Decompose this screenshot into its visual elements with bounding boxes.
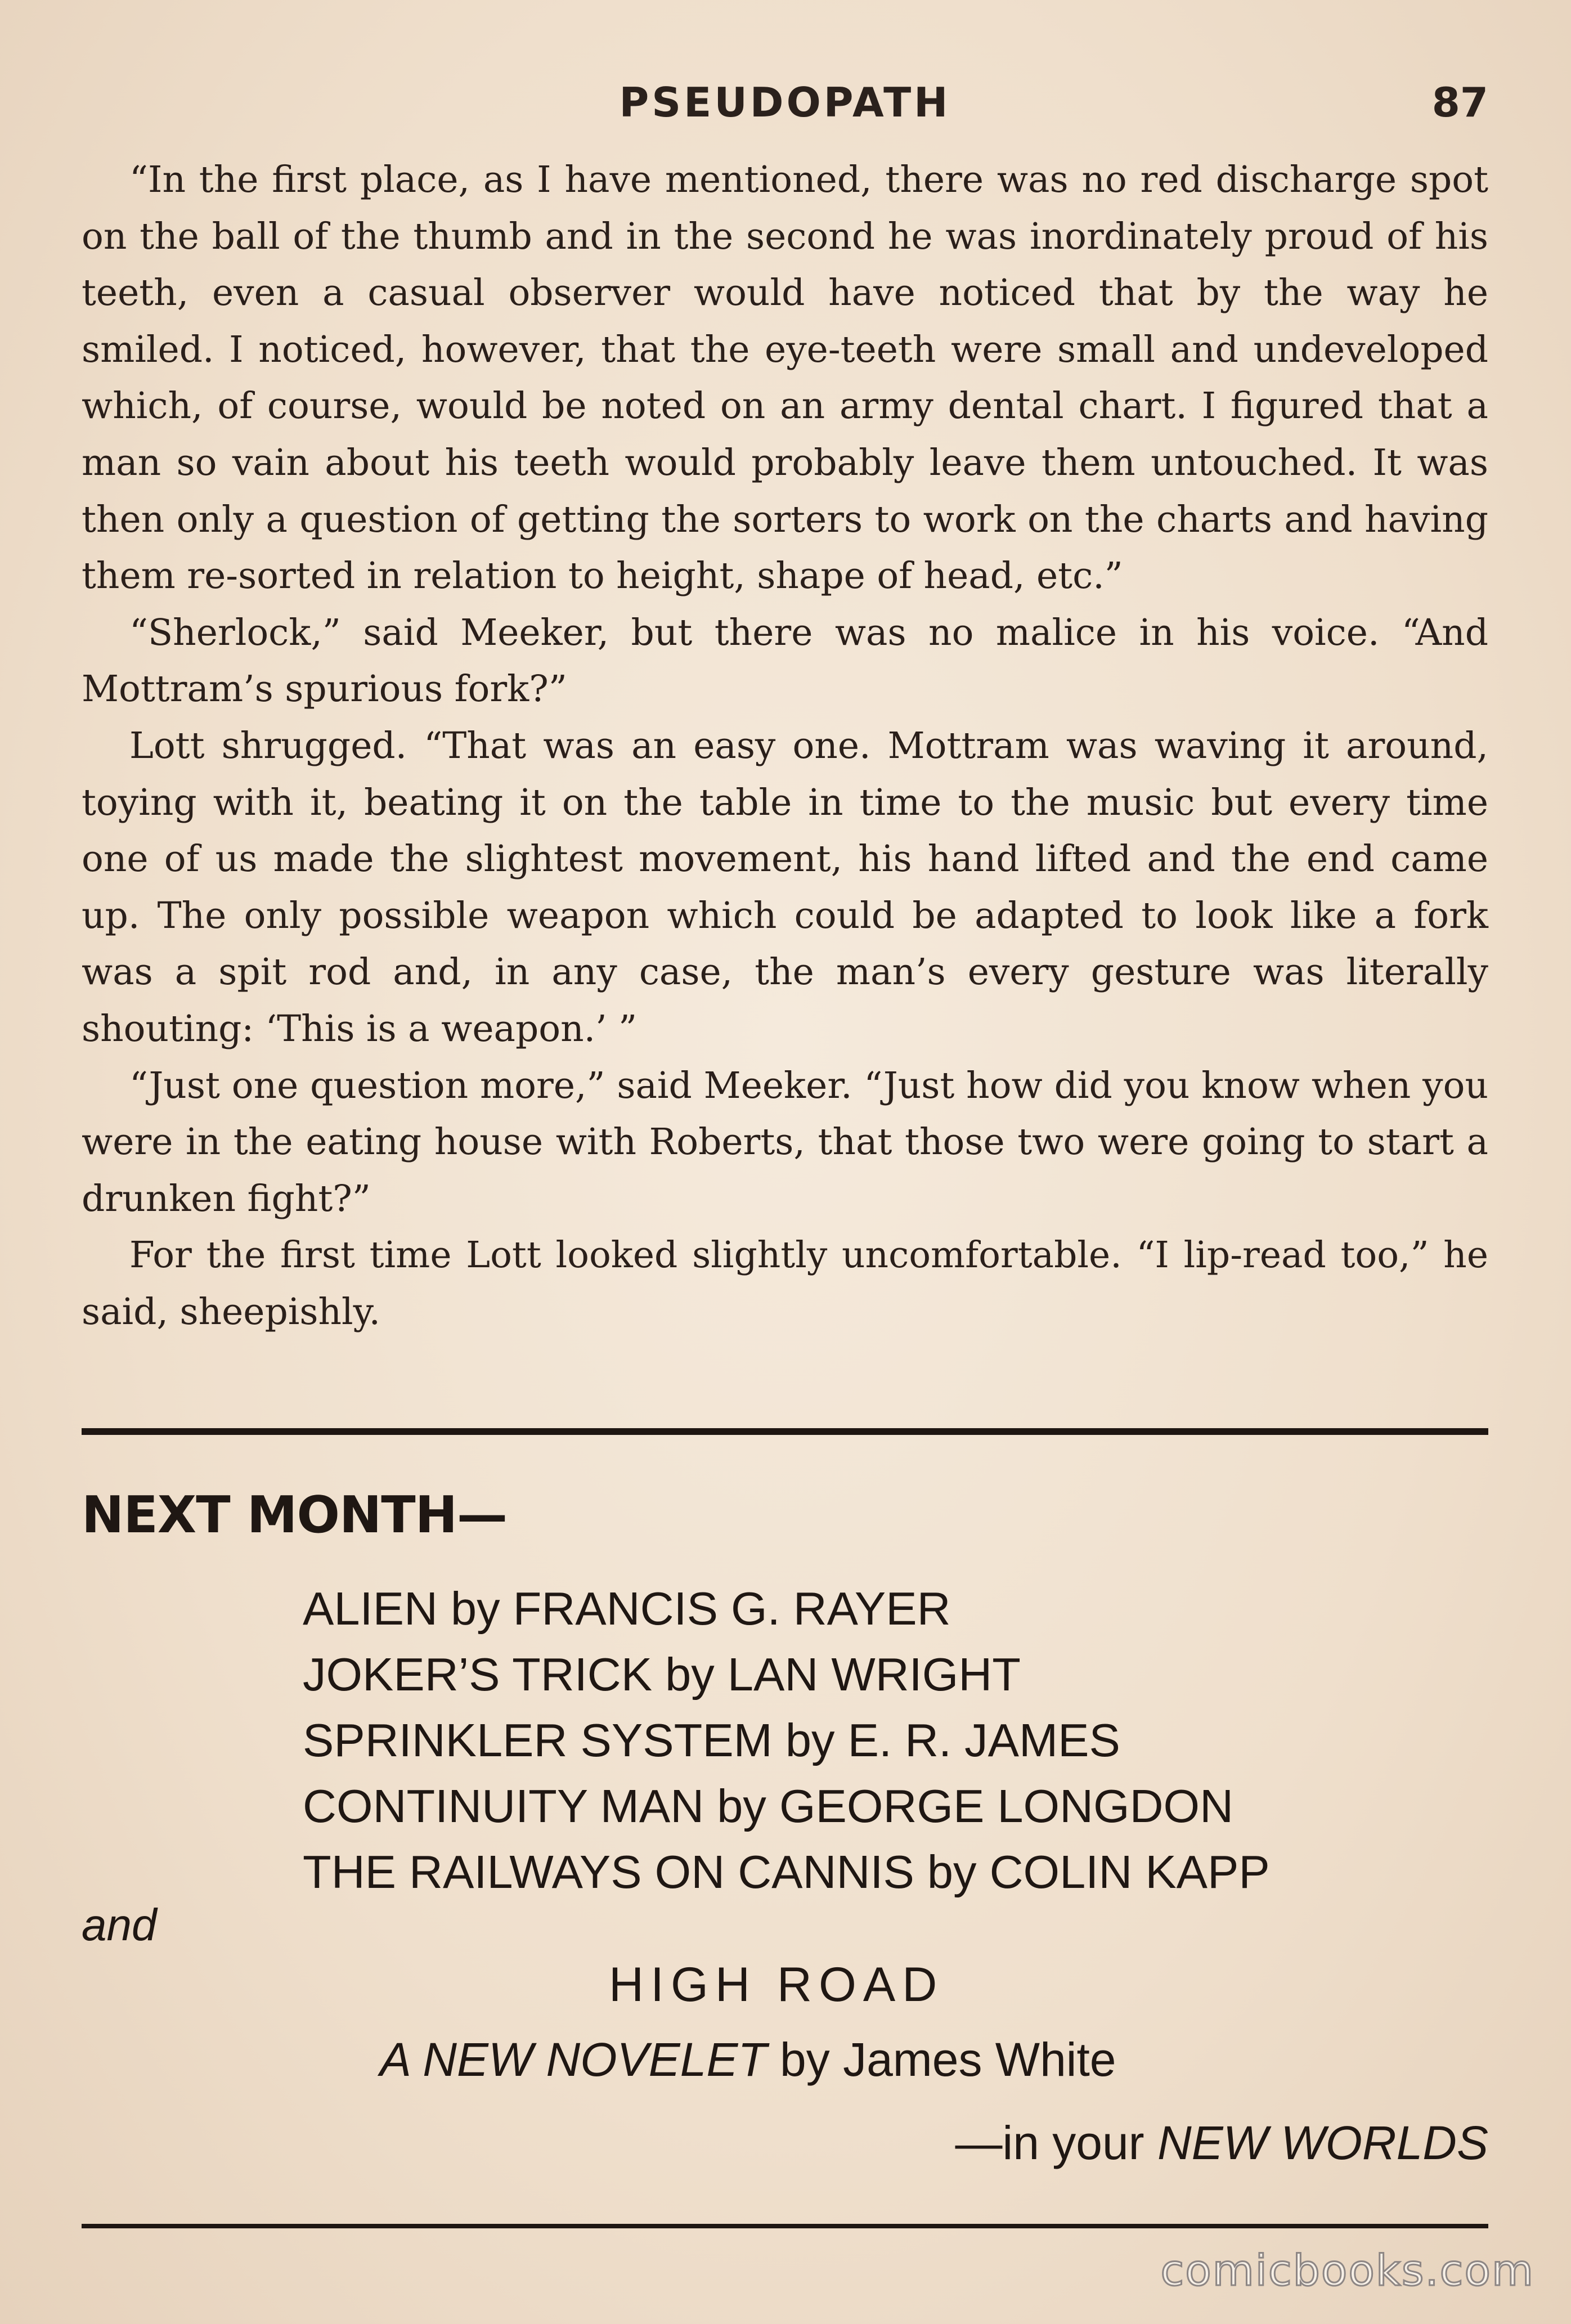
lineup-item: THE RAILWAYS ON CANNIS by COLIN KAPP bbox=[303, 1846, 1270, 1898]
and-connector: and bbox=[82, 1900, 157, 1950]
lineup-item: SPRINKLER SYSTEM by E. R. JAMES bbox=[303, 1714, 1120, 1766]
running-title: PSEUDOPATH bbox=[619, 79, 951, 126]
magazine-name: NEW WORLDS bbox=[1157, 2116, 1488, 2169]
feature-kind: A NEW NOVELET bbox=[380, 2033, 767, 2086]
lineup-item: ALIEN by FRANCIS G. RAYER bbox=[303, 1582, 951, 1635]
feature-byline bbox=[380, 2033, 1116, 2087]
section-divider-bottom bbox=[82, 2224, 1488, 2228]
feature-author: by James White bbox=[766, 2033, 1116, 2086]
lineup-item: JOKER’S TRICK by LAN WRIGHT bbox=[303, 1648, 1021, 1701]
story-paragraph: “In the first place, as I have mentioned, there was no red discharge spot on the ball of the thumb and in the second he was inordinately proud of his teeth, even a casual observer would have noticed that by the way he smiled. I noticed, however, that the eye-teeth were small and undeveloped which, of course, would be noted on an army dental chart. I figured that a man so vain about his teeth would probably leave them untouched. It was then only a question of getting the sorters to work on the charts and having them re-sorted in relation to height, shape of head, etc.” bbox=[82, 159, 1488, 598]
lineup-item: CONTINUITY MAN by GEORGE LONGDON bbox=[303, 1780, 1234, 1832]
next-month-lineup bbox=[303, 1576, 1270, 1905]
section-divider-top bbox=[82, 1428, 1488, 1435]
next-month-heading: NEXT MONTH— bbox=[82, 1486, 508, 1545]
story-text bbox=[82, 152, 1488, 1340]
feature-title: HIGH ROAD bbox=[609, 1958, 944, 2012]
watermark: comicbooks.com bbox=[1160, 2245, 1534, 2295]
story-paragraph: “Sherlock,” said Meeker, but there was no malice in his voice. “And Mottram’s spurious fork?” bbox=[82, 611, 1488, 711]
story-paragraph: For the first time Lott looked slightly uncomfortable. “I lip-read too,” he said, sheepishly. bbox=[82, 1234, 1488, 1333]
sign-off bbox=[955, 2116, 1488, 2170]
story-paragraph: Lott shrugged. “That was an easy one. Mottram was waving it around, toying with it, beating it on the table in time to the music but every time one of us made the slightest movement, his hand lifted and the end came up. The only possible weapon which could be adapted to look like a fork was a spit rod and, in any case, the man’s every gesture was literally shouting: ‘This is a weapon.’ ” bbox=[82, 724, 1488, 1050]
page-number: 87 bbox=[1431, 79, 1488, 126]
story-paragraph: “Just one question more,” said Meeker. “Just how did you know when you were in the eating house with Roberts, that those two were going to start a drunken fight?” bbox=[82, 1064, 1488, 1220]
page-header bbox=[82, 79, 1488, 129]
sign-off-lead: —in your bbox=[955, 2116, 1157, 2169]
